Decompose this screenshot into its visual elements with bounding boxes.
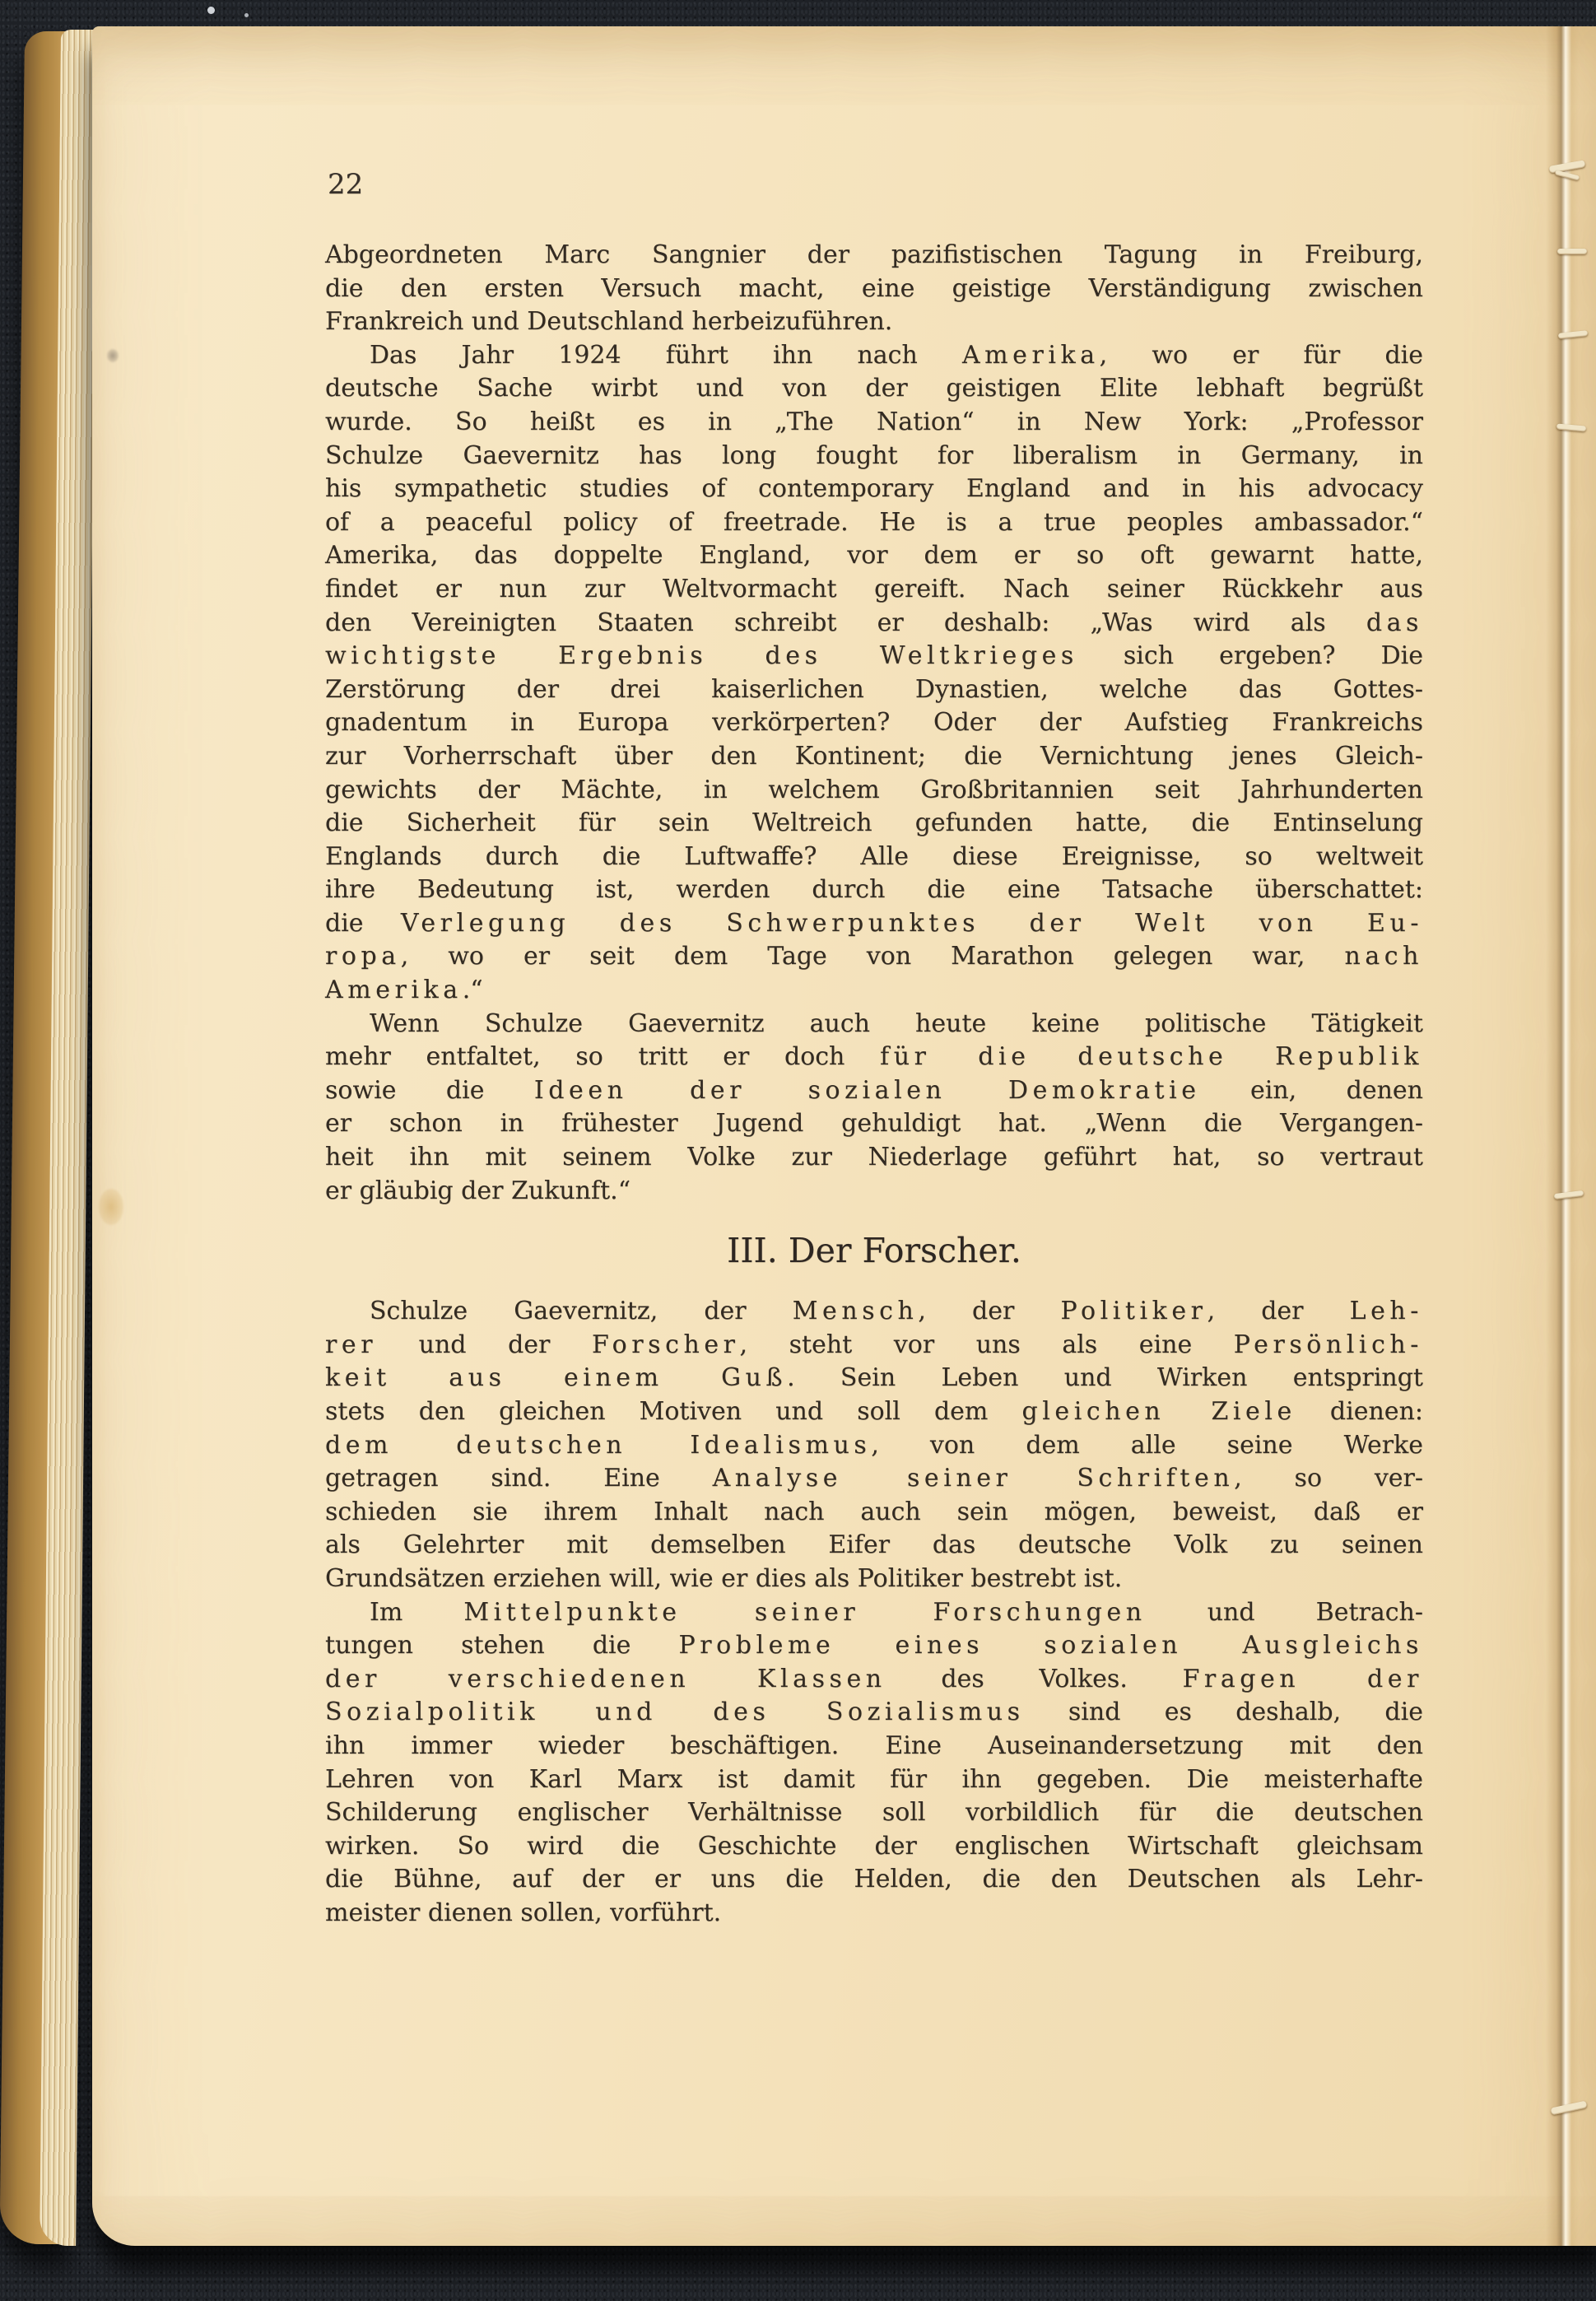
text-line bbox=[325, 1863, 1423, 1897]
letterspaced-text: Forscher bbox=[591, 1330, 740, 1359]
text-run: , von dem alle seine Werke bbox=[871, 1430, 1423, 1460]
letterspaced-text: dem deutschen Idealismus bbox=[325, 1430, 872, 1460]
text-line bbox=[325, 1362, 1423, 1395]
text-run: wirken. So wird die Geschichte der englischen Wirtschaft gleichsam bbox=[325, 1831, 1423, 1861]
text-line bbox=[325, 1107, 1423, 1141]
text-line bbox=[325, 1629, 1423, 1663]
text-run: , wo er seit dem Tage von Marathon gelegen war, bbox=[400, 942, 1345, 971]
text-run: Wenn Schulze Gaevernitz auch heute keine politische Tätigkeit bbox=[370, 1008, 1423, 1038]
text-run: Das Jahr 1924 führt ihn nach bbox=[370, 340, 962, 370]
text-run: Grundsätzen erziehen will, wie er dies als Politiker bestrebt ist. bbox=[325, 1563, 1123, 1593]
letterspaced-text: Amerika bbox=[325, 976, 463, 1005]
letterspaced-text: Ideen der sozialen Demokratie bbox=[533, 1075, 1201, 1105]
letterspaced-text: Probleme eines sozialen Ausgleichs bbox=[678, 1631, 1423, 1661]
text-run: , der bbox=[918, 1297, 1061, 1326]
text-run: schieden sie ihrem Inhalt nach auch sein mögen, beweist, daß er bbox=[325, 1497, 1423, 1526]
text-line bbox=[325, 1141, 1423, 1175]
text-run: und Betrach- bbox=[1146, 1597, 1423, 1627]
text-line bbox=[325, 706, 1423, 740]
text-line bbox=[325, 1830, 1423, 1864]
letterspaced-text: Sozialpolitik und des Sozialismus bbox=[325, 1698, 1025, 1727]
text-line bbox=[325, 673, 1423, 707]
paragraph bbox=[325, 239, 1423, 339]
text-run: des Volkes. bbox=[886, 1664, 1183, 1693]
text-line bbox=[325, 506, 1423, 540]
text-line bbox=[325, 1462, 1423, 1496]
text-run: meister dienen sollen, vorführt. bbox=[325, 1898, 722, 1927]
letterspaced-text: Leh- bbox=[1349, 1297, 1423, 1326]
section-heading: III. Der Forscher. bbox=[727, 1231, 1021, 1271]
text-run: .“ bbox=[462, 976, 483, 1005]
text-line bbox=[325, 740, 1423, 774]
text-run: als Gelehrter mit demselben Eifer das deutsche Volk zu seinen bbox=[325, 1530, 1423, 1560]
dust-speck bbox=[207, 7, 215, 14]
text-line bbox=[325, 1429, 1423, 1463]
text-run: wurde. So heißt es in „The Nation“ in New York: „Professor bbox=[325, 407, 1423, 436]
text-run: Schulze Gaevernitz has long fought for liberalism in Germany, in bbox=[325, 440, 1423, 470]
text-line bbox=[325, 1596, 1423, 1630]
text-run: die Sicherheit für sein Weltreich gefunden hatte, die Entinselung bbox=[325, 808, 1423, 838]
text-line bbox=[325, 807, 1423, 841]
text-run: sich ergeben? Die bbox=[1077, 641, 1423, 671]
text-run: . Sein Leben und Wirken entspringt bbox=[787, 1363, 1423, 1393]
paragraph bbox=[325, 339, 1423, 1008]
text-line bbox=[325, 841, 1423, 874]
text-line bbox=[325, 440, 1423, 473]
text-line bbox=[325, 607, 1423, 640]
text-run: Abgeordneten Marc Sangnier der pazifistischen Tagung in Freiburg, bbox=[325, 240, 1423, 269]
text-line bbox=[325, 239, 1423, 272]
book-page bbox=[92, 26, 1596, 2246]
text-run: , wo er für die bbox=[1099, 340, 1423, 370]
text-line bbox=[325, 1496, 1423, 1530]
text-run: zur Vorherrschaft über den Kontinent; die Vernichtung jenes Gleich- bbox=[325, 741, 1423, 771]
text-run: Englands durch die Luftwaffe? Alle diese Ereignisse, so weltweit bbox=[325, 841, 1423, 871]
letterspaced-text: Mensch bbox=[792, 1297, 919, 1326]
letterspaced-text: wichtigste Ergebnis des Weltkrieges bbox=[325, 641, 1078, 671]
text-line bbox=[325, 940, 1423, 974]
binding-seam bbox=[1546, 26, 1579, 2246]
text-line bbox=[325, 1329, 1423, 1362]
text-run: die den ersten Versuch macht, eine geistige Verständigung zwischen bbox=[325, 273, 1423, 303]
text-run: er gläubig der Zukunft.“ bbox=[325, 1176, 631, 1205]
letterspaced-text: Amerika bbox=[961, 340, 1100, 370]
text-run: die Bühne, auf der er uns die Helden, die den Deutschen als Lehr- bbox=[325, 1865, 1423, 1894]
dust-speck bbox=[244, 13, 249, 17]
letterspaced-text: Verlegung des Schwerpunktes der Welt von Eu- bbox=[400, 908, 1424, 938]
text-run: Im bbox=[370, 1597, 464, 1627]
text-line bbox=[325, 907, 1423, 941]
text-run: ihn immer wieder beschäftigen. Eine Auseinandersetzung mit den bbox=[325, 1730, 1423, 1760]
text-line bbox=[325, 1796, 1423, 1830]
text-run: die bbox=[325, 908, 401, 938]
text-line bbox=[325, 1041, 1423, 1074]
paragraph bbox=[325, 1596, 1423, 1931]
binding-stitch bbox=[1557, 249, 1587, 254]
letterspaced-text: Fragen der bbox=[1182, 1664, 1423, 1693]
text-line bbox=[325, 539, 1423, 573]
text-line bbox=[325, 1175, 1423, 1209]
letterspaced-text: Mittelpunkte seiner Forschungen bbox=[463, 1597, 1147, 1627]
paragraph bbox=[325, 1008, 1423, 1209]
text-line bbox=[325, 1295, 1423, 1329]
letterspaced-text: gleichen Ziele bbox=[1021, 1397, 1296, 1426]
text-run: den Vereinigten Staaten schreibt er deshalb: „Was wird als bbox=[325, 608, 1366, 637]
text-line bbox=[325, 1663, 1423, 1697]
text-line bbox=[325, 1395, 1423, 1429]
text-line bbox=[325, 473, 1423, 506]
text-run: heit ihn mit seinem Volke zur Niederlage geführt hat, so vertraut bbox=[325, 1143, 1423, 1172]
text-run: of a peaceful policy of freetrade. He is a true peoples ambassador.“ bbox=[325, 507, 1423, 537]
text-line bbox=[325, 640, 1423, 673]
paper-stain bbox=[99, 1189, 123, 1225]
text-line bbox=[325, 406, 1423, 440]
text-run: gnadentum in Europa verkörperten? Oder der Aufstieg Frankreichs bbox=[325, 708, 1423, 738]
text-run: Frankreich und Deutschland herbeizuführen. bbox=[325, 307, 893, 337]
text-run: dienen: bbox=[1296, 1397, 1423, 1426]
text-line bbox=[325, 873, 1423, 907]
text-run: deutsche Sache wirbt und von der geistigen Elite lebhaft begrüßt bbox=[325, 374, 1423, 403]
letterspaced-text: keit aus einem Guß bbox=[325, 1363, 788, 1393]
text-run: Lehren von Karl Marx ist damit für ihn gegeben. Die meisterhafte bbox=[325, 1764, 1423, 1794]
letterspaced-text: Analyse seiner Schriften bbox=[712, 1464, 1235, 1493]
text-run: mehr entfaltet, so tritt er doch bbox=[325, 1042, 881, 1072]
text-line bbox=[325, 1074, 1423, 1108]
text-run: sowie die bbox=[325, 1075, 534, 1105]
text-run: his sympathetic studies of contemporary England and in his advocacy bbox=[325, 474, 1423, 504]
page-text bbox=[325, 239, 1423, 1931]
letterspaced-text: rer bbox=[325, 1330, 378, 1359]
text-line bbox=[325, 1008, 1423, 1041]
letterspaced-text: der verschiedenen Klassen bbox=[325, 1664, 886, 1693]
text-run: Zerstörung der drei kaiserlichen Dynastien, welche das Gottes- bbox=[325, 674, 1423, 704]
letterspaced-text: Persönlich- bbox=[1233, 1330, 1423, 1359]
text-run: stets den gleichen Motiven und soll dem bbox=[325, 1397, 1022, 1426]
letterspaced-text: für die deutsche Republik bbox=[880, 1042, 1423, 1072]
paragraph bbox=[325, 1295, 1423, 1595]
text-line bbox=[325, 305, 1423, 339]
text-line bbox=[325, 1730, 1423, 1763]
paper-fleck bbox=[107, 349, 119, 362]
text-run: Schulze Gaevernitz, der bbox=[370, 1297, 793, 1326]
text-run: Amerika, das doppelte England, vor dem er so oft gewarnt hatte, bbox=[325, 541, 1423, 571]
text-run: ein, denen bbox=[1200, 1075, 1423, 1105]
letterspaced-text: das bbox=[1366, 608, 1423, 637]
text-run: , steht vor uns als eine bbox=[739, 1330, 1234, 1359]
text-run: , der bbox=[1207, 1297, 1350, 1326]
text-run: findet er nun zur Weltvormacht gereift. Nach seiner Rückkehr aus bbox=[325, 574, 1423, 603]
text-line bbox=[325, 1529, 1423, 1563]
letterspaced-text: ropa bbox=[325, 942, 401, 971]
text-run: sind es deshalb, die bbox=[1024, 1698, 1423, 1727]
text-run: getragen sind. Eine bbox=[325, 1464, 713, 1493]
text-run: er schon in frühester Jugend gehuldigt hat. „Wenn die Vergangen- bbox=[325, 1109, 1423, 1139]
text-line bbox=[325, 974, 1423, 1008]
text-line bbox=[325, 1897, 1423, 1931]
text-run: ihre Bedeutung ist, werden durch die eine Tatsache überschattet: bbox=[325, 875, 1423, 905]
text-line bbox=[325, 573, 1423, 607]
page-number: 22 bbox=[328, 168, 364, 201]
text-run: Schilderung englischer Verhältnisse soll vorbildlich für die deutschen bbox=[325, 1798, 1423, 1828]
text-line bbox=[325, 1696, 1423, 1730]
text-run: tungen stehen die bbox=[325, 1631, 679, 1661]
text-run: und der bbox=[377, 1330, 592, 1359]
text-line bbox=[325, 372, 1423, 406]
text-line bbox=[325, 272, 1423, 306]
text-run: , so ver- bbox=[1234, 1464, 1424, 1493]
text-line bbox=[325, 339, 1423, 373]
letterspaced-text: nach bbox=[1344, 942, 1423, 971]
text-line bbox=[325, 774, 1423, 808]
text-run: gewichts der Mächte, in welchem Großbritannien seit Jahrhunderten bbox=[325, 775, 1423, 804]
text-line bbox=[325, 1563, 1423, 1596]
letterspaced-text: Politiker bbox=[1060, 1297, 1207, 1326]
text-line bbox=[325, 1763, 1423, 1797]
